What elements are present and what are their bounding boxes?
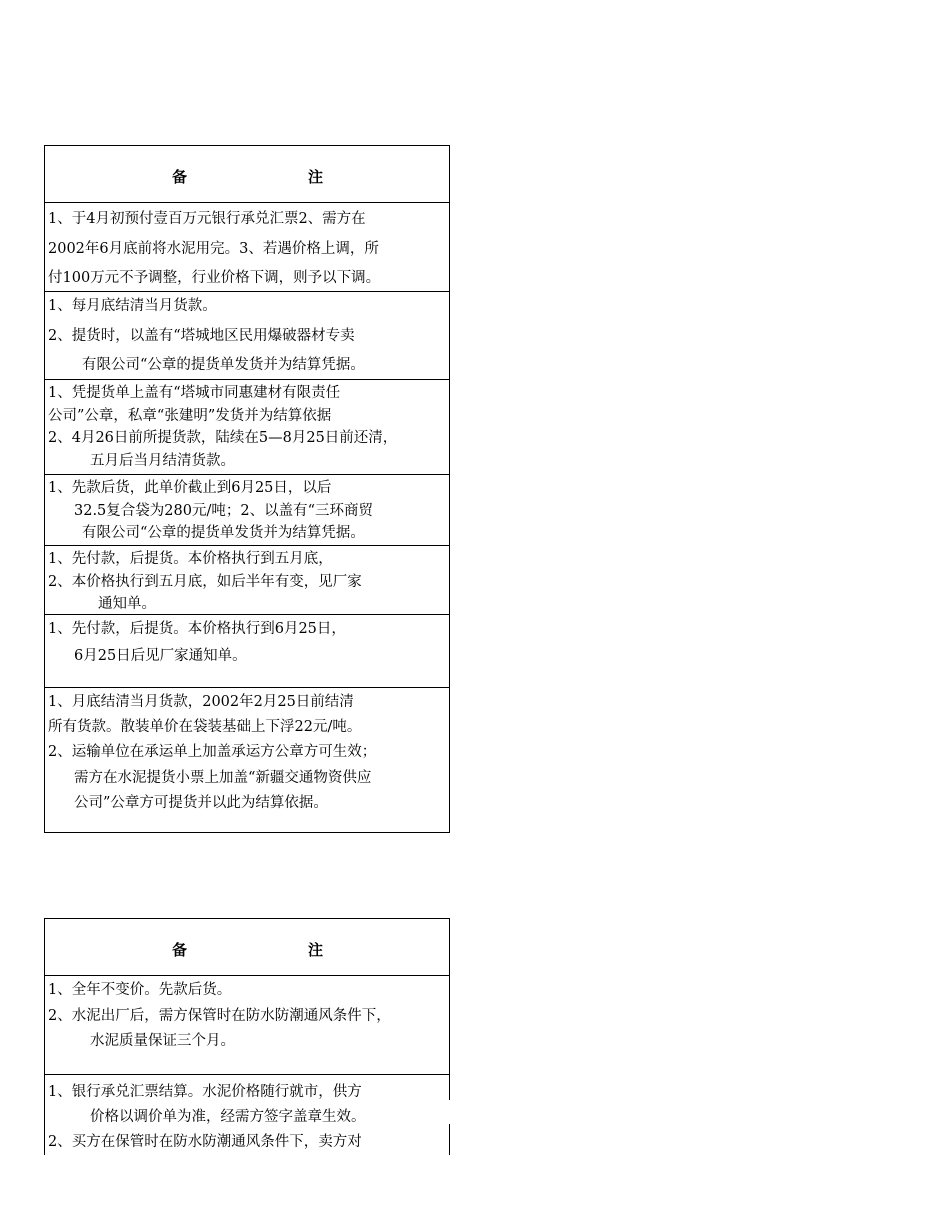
table-header <box>45 145 449 203</box>
remark-line: 1、先款后货，此单价截止到6月25日，以后 <box>48 480 332 496</box>
remark-row <box>45 976 449 1075</box>
remark-row <box>45 1075 449 1155</box>
remark-line: 有限公司“公章的提货单发货并为结算凭据。 <box>82 525 365 541</box>
remark-line: 1、每月底结清当月货款。 <box>48 298 217 314</box>
remark-line: 1、于4月初预付壹百万元银行承兑汇票2、需方在 <box>48 211 366 227</box>
remark-row <box>45 292 449 380</box>
remark-row <box>45 546 449 615</box>
remark-line: 2、水泥出厂后，需方保管时在防水防潮通风条件下， <box>48 1007 391 1024</box>
remark-line: 需方在水泥提货小票上加盖“新疆交通物资供应 <box>74 769 372 786</box>
remark-line: 32.5复合袋为280元/吨；2、以盖有“三环商贸 <box>74 502 373 519</box>
remark-line: 2、本价格执行到五月底，如后半年有变，见厂家 <box>48 573 362 590</box>
remark-line: 1、全年不变价。先款后货。 <box>48 982 232 998</box>
remark-row <box>45 688 449 833</box>
remark-row <box>45 475 449 546</box>
remark-line: 2、运输单位在承运单上加盖承运方公章方可生效； <box>48 744 377 760</box>
header-char-2: 注 <box>308 941 324 959</box>
header-char-1: 备 <box>172 168 188 186</box>
remark-line: 五月后当月结清货款。 <box>90 452 235 469</box>
remarks-table-2 <box>44 918 450 1155</box>
remark-line: 1、先付款，后提货。本价格执行到6月25日， <box>48 621 346 637</box>
remark-row <box>45 380 449 475</box>
remark-line: 2、4月26日前所提货款，陆续在5—8月25日前还清， <box>48 430 398 446</box>
remarks-table-1 <box>44 145 450 833</box>
header-char-1: 备 <box>172 941 188 959</box>
remark-row <box>45 203 449 292</box>
remark-line: 2002年6月底前将水泥用完。3、若遇价格上调，所 <box>48 240 379 257</box>
table-header <box>45 918 449 976</box>
remark-line: 公司”公章，私章“张建明”发货并为结算依据 <box>48 407 332 424</box>
remark-row <box>45 615 449 688</box>
remark-line: 通知单。 <box>98 596 156 612</box>
remark-line: 6月25日后见厂家通知单。 <box>74 647 247 664</box>
remark-line: 有限公司“公章的提货单发货并为结算凭据。 <box>82 357 365 373</box>
remark-line: 1、凭提货单上盖有“塔城市同惠建材有限责任 <box>48 385 341 401</box>
remark-line: 所有货款。散装单价在袋装基础上下浮22元/吨。 <box>48 718 362 735</box>
remark-line: 价格以调价单为准，经需方签字盖章生效。 <box>90 1108 366 1125</box>
remark-line: 1、银行承兑汇票结算。水泥价格随行就市，供方 <box>48 1084 362 1100</box>
remark-line: 2、提货时，以盖有“塔城地区民用爆破器材专卖 <box>48 327 355 344</box>
remark-line: 1、先付款，后提货。本价格执行到五月底， <box>48 551 333 567</box>
remark-line: 公司”公章方可提货并以此为结算依据。 <box>74 795 328 811</box>
border-gap <box>446 1100 452 1124</box>
remark-line: 2、买方在保管时在防水防潮通风条件下，卖方对 <box>48 1134 362 1150</box>
remark-line: 付100万元不予调整，行业价格下调，则予以下调。 <box>48 270 381 286</box>
remark-line: 水泥质量保证三个月。 <box>90 1033 235 1049</box>
remark-line: 1、月底结清当月货款，2002年2月25日前结清 <box>48 694 354 710</box>
header-char-2: 注 <box>308 168 324 186</box>
